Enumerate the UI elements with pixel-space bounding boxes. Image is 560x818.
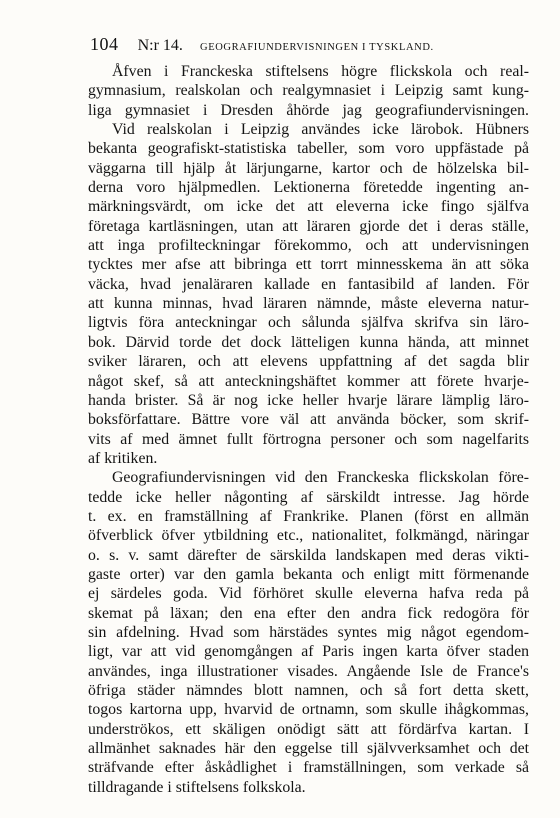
text-line: att inga profilteckningar förekommo, och att undervisningen [88, 237, 529, 255]
text-line: derna voro hjälpmedlen. Lektionerna företedde ingenting an- [88, 179, 529, 197]
text-line: vits af med ämnet fullt förtrogna personer och som nagelfarits [88, 430, 529, 448]
text-line: underströkos, ett skäligen onödigt sätt att fördärfva kartan. I [88, 720, 529, 738]
text-line: väcka, hvad jenaläraren kallade en fantasibild af landen. För [88, 275, 529, 293]
text-line: t. ex. en framställning af Frankrike. Planen (först en allmän [88, 507, 529, 525]
text-line: öfriga städer nämndes blott namnen, och så fort detta skett, [88, 682, 529, 699]
text-line: något skef, så att anteckningshäftet kommer att förete hvarje- [88, 372, 529, 390]
text-line: handa brister. Så är nog icke heller hvarje lärare lämplig läro- [88, 391, 529, 409]
text-line: användes, inga illustrationer visades. Angående Isle de France's [88, 662, 529, 680]
running-title: GEOGRAFIUNDERVISNINGEN I TYSKLAND. [200, 42, 434, 53]
text-line: togos kartorna upp, hvarvid de ortnamn, som skulle ihågkommas, [88, 701, 529, 719]
text-line: af kritiken. [88, 449, 158, 467]
text-line: företaga kartläsningen, utan att läraren gjorde det i deras ställe, [88, 217, 529, 235]
text-line: gaste orter) var den gamla bekanta och enligt mitt förmenande [88, 565, 529, 583]
running-header [90, 34, 530, 54]
text-line: tedde icke heller någonting af särskildt intresse. Jag hörde [88, 488, 529, 506]
text-line: Vid realskolan i Leipzig användes icke lärobok. Hübners [112, 121, 529, 139]
text-line: sträfvande efter åskådlighet i framställningen, som verkade så [88, 759, 529, 777]
text-line: ej särdeles goda. Vid förhöret skulle eleverna hafva reda på [88, 585, 529, 603]
body-text [88, 62, 529, 797]
text-line: boksförfattare. Bättre vore väl att använda böcker, som skrif- [88, 411, 529, 429]
issue-number: N:r 14. [137, 37, 183, 54]
text-line: allmänhet saknades här den eggelse till självverksamhet och det [88, 740, 529, 758]
text-line: Geografiundervisningen vid den Franckeska flickskolan före- [112, 469, 529, 487]
text-line: tycktes mer afse att bibringa ett torrt minnesskema än att söka [88, 256, 529, 274]
text-line: bok. Därvid torde det dock lätteligen kunna hända, att minnet [88, 333, 529, 351]
text-line: att kunna minnas, hvad läraren nämnde, måste eleverna natur- [88, 295, 529, 313]
text-line: sin afdelning. Hvad som härstädes syntes mig något egendom- [88, 623, 529, 641]
text-line: ligtvis föra anteckningar och sålunda själfva skrifva sin läro- [88, 314, 529, 332]
text-line: märkningsvärdt, om icke det att eleverna icke fingo själfva [88, 198, 529, 216]
text-line: öfverblick öfver ytbildning etc., nationalitet, folkmängd, näringar [88, 527, 529, 545]
text-line: o. s. v. samt därefter de särskilda landskapen med deras vikti- [88, 546, 529, 564]
text-line: liga gymnasiet i Dresden åhörde jag geografiundervisningen. [88, 101, 529, 119]
text-line: Åfven i Franckeska stiftelsens högre flickskola och real- [112, 63, 529, 80]
text-line: sviker läraren, och att elevens uppfattning af det sagda blir [88, 353, 529, 371]
text-line: bekanta geografiskt-statistiska tabeller, som voro uppfästade på [88, 140, 529, 158]
text-line: tilldragande i stiftelsens folkskola. [88, 778, 306, 796]
text-line: väggarna till hjälp åt lärjungarne, kartor och de hölzelska bil- [88, 159, 529, 177]
text-line: ligt, var att vid genomgången af Paris ingen karta öfver staden [88, 643, 529, 661]
text-line: gymnasium, realskolan och realgymnasiet i Leipzig samt kung- [88, 82, 529, 100]
page-number: 104 [90, 34, 119, 54]
text-line: skemat på läxan; den ena efter den andra fick redogöra för [88, 604, 529, 622]
